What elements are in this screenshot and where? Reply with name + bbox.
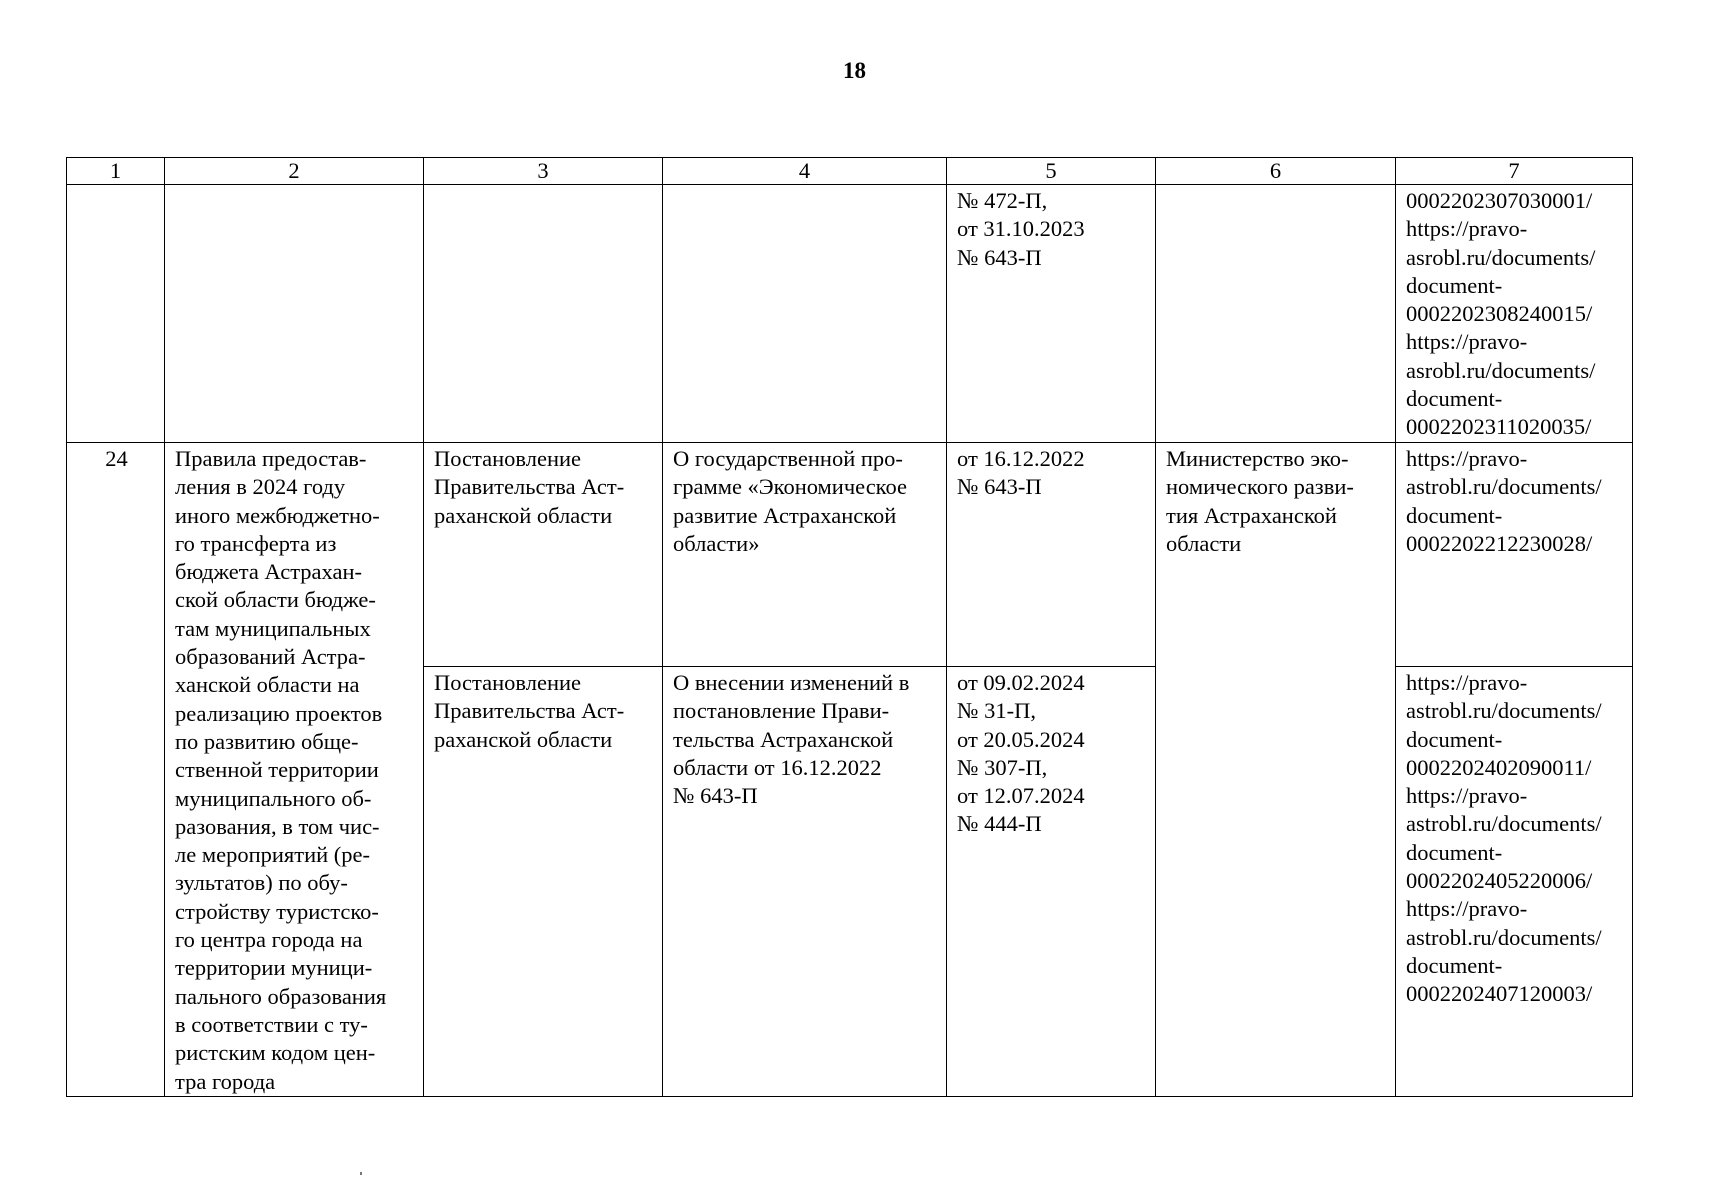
- text-line: № 643-П: [957, 474, 1042, 500]
- text-line: в соответствии с ту-: [175, 1011, 368, 1037]
- text-line: области: [1166, 530, 1242, 556]
- doc-dates-cell: [947, 443, 1156, 667]
- text-line: document-: [1406, 726, 1503, 752]
- text-line: document-: [1406, 272, 1503, 298]
- text-line: от 31.10.2023: [957, 216, 1085, 242]
- text-line: номического разви-: [1166, 474, 1354, 500]
- doc-dates-cell: [947, 667, 1156, 1097]
- continued-row: [67, 185, 1633, 443]
- doc-title-cell: [663, 667, 947, 1097]
- text-line: 0002202311020035/: [1406, 414, 1592, 440]
- text-line: О государственной про-: [673, 446, 903, 471]
- text-line: asrobl.ru/documents/: [1406, 244, 1596, 270]
- text-line: № 472-П,: [957, 188, 1048, 213]
- text-line: ле мероприятий (ре-: [175, 842, 371, 868]
- text-line: Правительства Аст-: [434, 698, 625, 724]
- text-line: 0002202307030001/: [1406, 188, 1593, 213]
- text-line: стройству туристско-: [175, 898, 379, 924]
- table-cell: [424, 185, 663, 443]
- text-line: asrobl.ru/documents/: [1406, 357, 1596, 383]
- text-line: № 643-П: [957, 244, 1042, 270]
- text-line: от 12.07.2024: [957, 783, 1085, 809]
- text-line: муниципального об-: [175, 785, 372, 811]
- text-line: реализацию проектов: [175, 700, 383, 726]
- table-cell: [165, 185, 424, 443]
- table-cell: [663, 185, 947, 443]
- ministry-cell: [1156, 443, 1396, 1097]
- text-line: территории муници-: [175, 955, 373, 981]
- text-line: № 444-П: [957, 811, 1042, 837]
- text-line: https://pravo-: [1406, 446, 1528, 471]
- scan-speck: [360, 1172, 362, 1175]
- header-cell: 3: [424, 158, 663, 185]
- text-line: ханской области на: [175, 672, 360, 698]
- text-line: astrobl.ru/documents/: [1406, 698, 1602, 724]
- text-line: https://pravo-: [1406, 670, 1528, 695]
- doc-links-cell: [1396, 667, 1633, 1097]
- text-line: развитие Астраханской: [673, 502, 897, 528]
- text-line: грамме «Экономическое: [673, 474, 907, 500]
- text-line: document-: [1406, 839, 1503, 865]
- text-line: № 307-П,: [957, 754, 1048, 780]
- text-line: https://pravo-: [1406, 896, 1528, 922]
- text-line: https://pravo-: [1406, 783, 1528, 809]
- text-line: постановление Прави-: [673, 698, 890, 724]
- page-number: 18: [843, 58, 866, 83]
- doc-type-cell: [424, 443, 663, 667]
- continued-links-cell: [1396, 185, 1633, 443]
- text-line: раханской области: [434, 502, 613, 528]
- header-cell: 2: [165, 158, 424, 185]
- text-line: го центра города на: [175, 927, 363, 953]
- text-line: Правительства Аст-: [434, 474, 625, 500]
- text-line: 0002202402090011/: [1406, 754, 1592, 780]
- text-line: document-: [1406, 502, 1503, 528]
- text-line: от 20.05.2024: [957, 726, 1085, 752]
- text-line: пального образования: [175, 983, 387, 1009]
- text-line: Правила предостав-: [175, 446, 367, 471]
- text-line: astrobl.ru/documents/: [1406, 811, 1602, 837]
- text-line: бюджета Астрахан-: [175, 559, 363, 585]
- text-line: document-: [1406, 386, 1503, 412]
- text-line: О внесении изменений в: [673, 670, 910, 695]
- text-line: ственной территории: [175, 757, 379, 783]
- header-cell: 7: [1396, 158, 1633, 185]
- text-line: document-: [1406, 952, 1503, 978]
- text-line: astrobl.ru/documents/: [1406, 474, 1602, 500]
- table-cell: [67, 185, 165, 443]
- text-line: https://pravo-: [1406, 216, 1528, 242]
- text-line: astrobl.ru/documents/: [1406, 924, 1602, 950]
- text-line: ской области бюдже-: [175, 587, 376, 613]
- table-row: [67, 443, 1633, 667]
- continued-dates-cell: [947, 185, 1156, 443]
- text-line: зультатов) по обу-: [175, 870, 348, 896]
- header-cell: 5: [947, 158, 1156, 185]
- text-line: образований Астра-: [175, 644, 366, 670]
- text-line: Министерство эко-: [1166, 446, 1349, 471]
- text-line: от 16.12.2022: [957, 446, 1085, 471]
- text-line: № 643-П: [673, 783, 758, 809]
- text-line: тельства Астраханской: [673, 726, 894, 752]
- text-line: области от 16.12.2022: [673, 754, 882, 780]
- text-line: тия Астраханской: [1166, 502, 1337, 528]
- text-line: там муниципальных: [175, 615, 371, 641]
- text-line: тра города: [175, 1068, 276, 1094]
- text-line: 0002202407120003/: [1406, 981, 1593, 1007]
- text-line: https://pravo-: [1406, 329, 1528, 355]
- text-line: по развитию обще-: [175, 728, 359, 754]
- text-line: разования, в том чис-: [175, 813, 380, 839]
- doc-links-cell: [1396, 443, 1633, 667]
- text-line: го трансферта из: [175, 530, 337, 556]
- table-header-row: [67, 158, 1633, 185]
- document-table: [66, 157, 1633, 1097]
- text-line: области»: [673, 530, 760, 556]
- measure-name-cell: [165, 443, 424, 1097]
- text-line: ления в 2024 году: [175, 474, 346, 500]
- text-line: раханской области: [434, 726, 613, 752]
- row-number-cell: 24: [67, 443, 165, 1097]
- text-line: ристским кодом цен-: [175, 1040, 376, 1066]
- header-cell: 6: [1156, 158, 1396, 185]
- text-line: Постановление: [434, 446, 582, 471]
- text-line: Постановление: [434, 670, 582, 695]
- doc-title-cell: [663, 443, 947, 667]
- text-line: от 09.02.2024: [957, 670, 1085, 695]
- header-cell: 1: [67, 158, 165, 185]
- header-cell: 4: [663, 158, 947, 185]
- text-line: № 31-П,: [957, 698, 1036, 724]
- doc-type-cell: [424, 667, 663, 1097]
- text-line: иного межбюджетно-: [175, 502, 380, 528]
- text-line: 0002202405220006/: [1406, 868, 1593, 894]
- text-line: 0002202308240015/: [1406, 301, 1593, 327]
- table-cell: [1156, 185, 1396, 443]
- text-line: 0002202212230028/: [1406, 530, 1593, 556]
